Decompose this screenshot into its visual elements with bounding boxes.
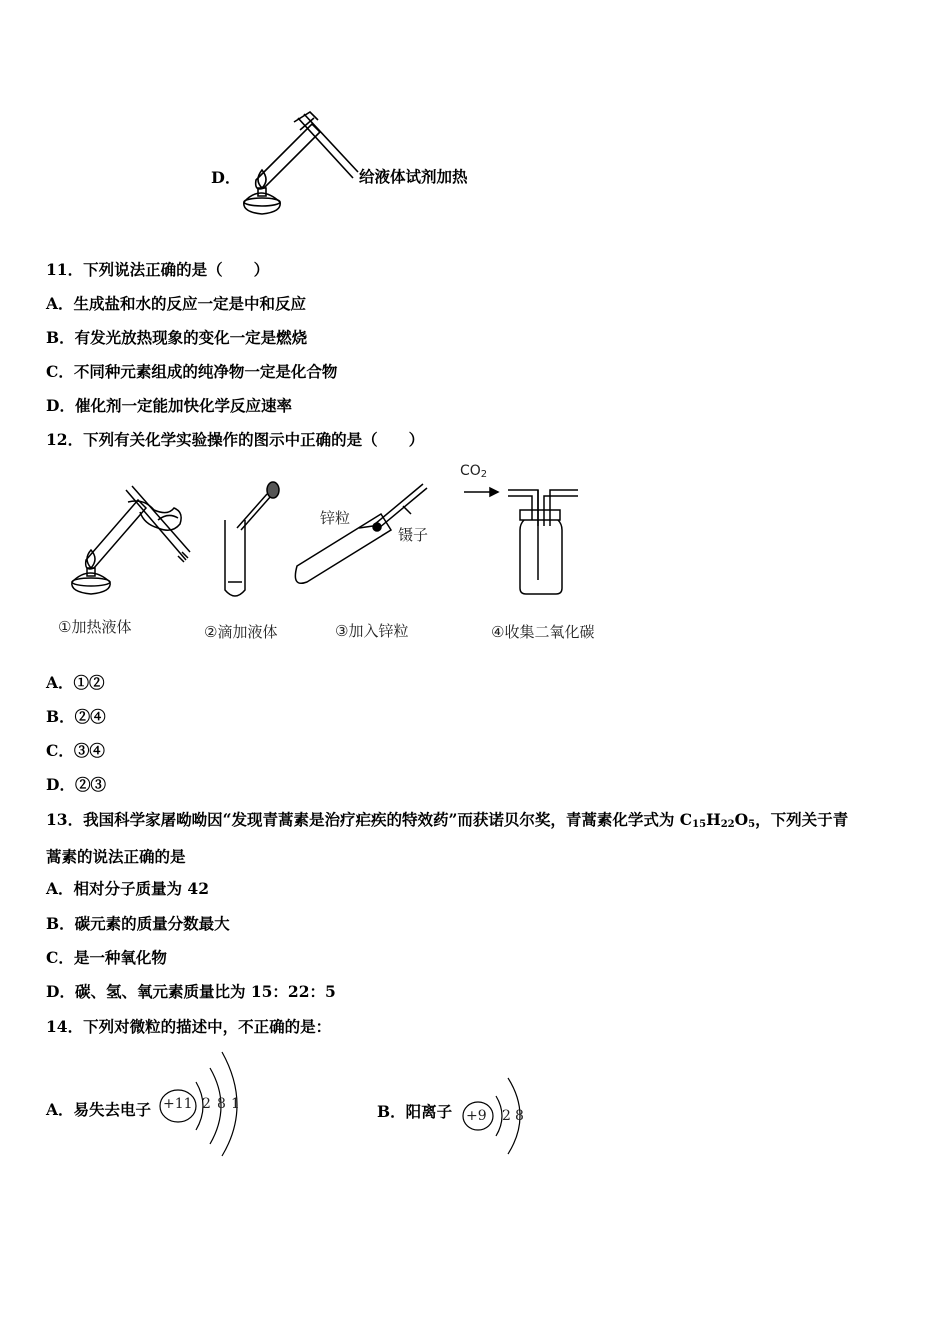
q12-option-c: C．③④ [46, 741, 105, 760]
q11-option-b: B．有发光放热现象的变化一定是燃烧 [46, 328, 308, 347]
q11-stem: 11．下列说法正确的是（ ） [46, 260, 270, 279]
q12-stem: 12．下列有关化学实验操作的图示中正确的是（ ） [46, 430, 425, 449]
q14-option-b-shell-2: 8 [515, 1108, 524, 1124]
q13-option-d: D．碳、氢、氧元素质量比为 15：22：5 [46, 982, 336, 1001]
q14-option-a-shell-3: 1 [231, 1096, 240, 1112]
q12-label-zinc: 锌粒 [320, 509, 351, 527]
q11-option-c: C．不同种元素组成的纯净物一定是化合物 [46, 362, 338, 381]
q13-option-b: B．碳元素的质量分数最大 [46, 914, 230, 933]
q14-option-a-nucleus: +11 [163, 1096, 193, 1112]
q12-caption-3: ③加入锌粒 [335, 622, 409, 640]
q14-option-b-shell-1: 2 [502, 1108, 511, 1124]
q12-figure-dropping-liquid [215, 480, 285, 605]
q12-caption-4: ④收集二氧化碳 [491, 623, 595, 641]
q11-option-d: D．催化剂一定能加快化学反应速率 [46, 396, 292, 415]
q13-option-a: A．相对分子质量为 42 [46, 879, 209, 898]
heating-liquid-apparatus-image [238, 110, 358, 220]
q12-label-tweezers: 镊子 [398, 526, 429, 544]
q12-caption-2: ②滴加液体 [204, 623, 278, 641]
q12-figure-collecting-co2 [460, 480, 590, 600]
q10-option-d-letter: D． [211, 168, 241, 187]
q13-stem-line2: 蒿素的说法正确的是 [46, 847, 186, 866]
q14-stem: 14．下列对微粒的描述中，不正确的是： [46, 1017, 332, 1036]
q14-option-a-shell-2: 8 [217, 1096, 226, 1112]
q14-option-a-shell-1: 2 [202, 1096, 211, 1112]
q11-option-a: A．生成盐和水的反应一定是中和反应 [46, 294, 307, 313]
q12-label-co2: $CO_2$ [460, 463, 488, 480]
q12-option-b: B．②④ [46, 707, 106, 726]
q12-caption-1: ①加热液体 [58, 618, 132, 636]
q10-option-d-text: 给液体试剂加热 [359, 167, 468, 186]
q12-option-a: A．①② [46, 673, 105, 692]
q14-option-b-text: B．阳离子 [377, 1102, 453, 1121]
q12-figure-heating-liquid [66, 480, 196, 610]
q13-stem: 13．我国科学家屠呦呦因“发现青蒿素是治疗疟疾的特效药”而获诺贝尔奖，青蒿素化学式为 $C_{15}H_{22}O_5$，下列关于青 [46, 810, 849, 830]
q14-option-a-text: A．易失去电子 [46, 1100, 152, 1119]
q13-option-c: C．是一种氧化物 [46, 948, 167, 967]
q14-option-b-nucleus: +9 [466, 1108, 487, 1124]
q12-option-d: D．②③ [46, 775, 106, 794]
